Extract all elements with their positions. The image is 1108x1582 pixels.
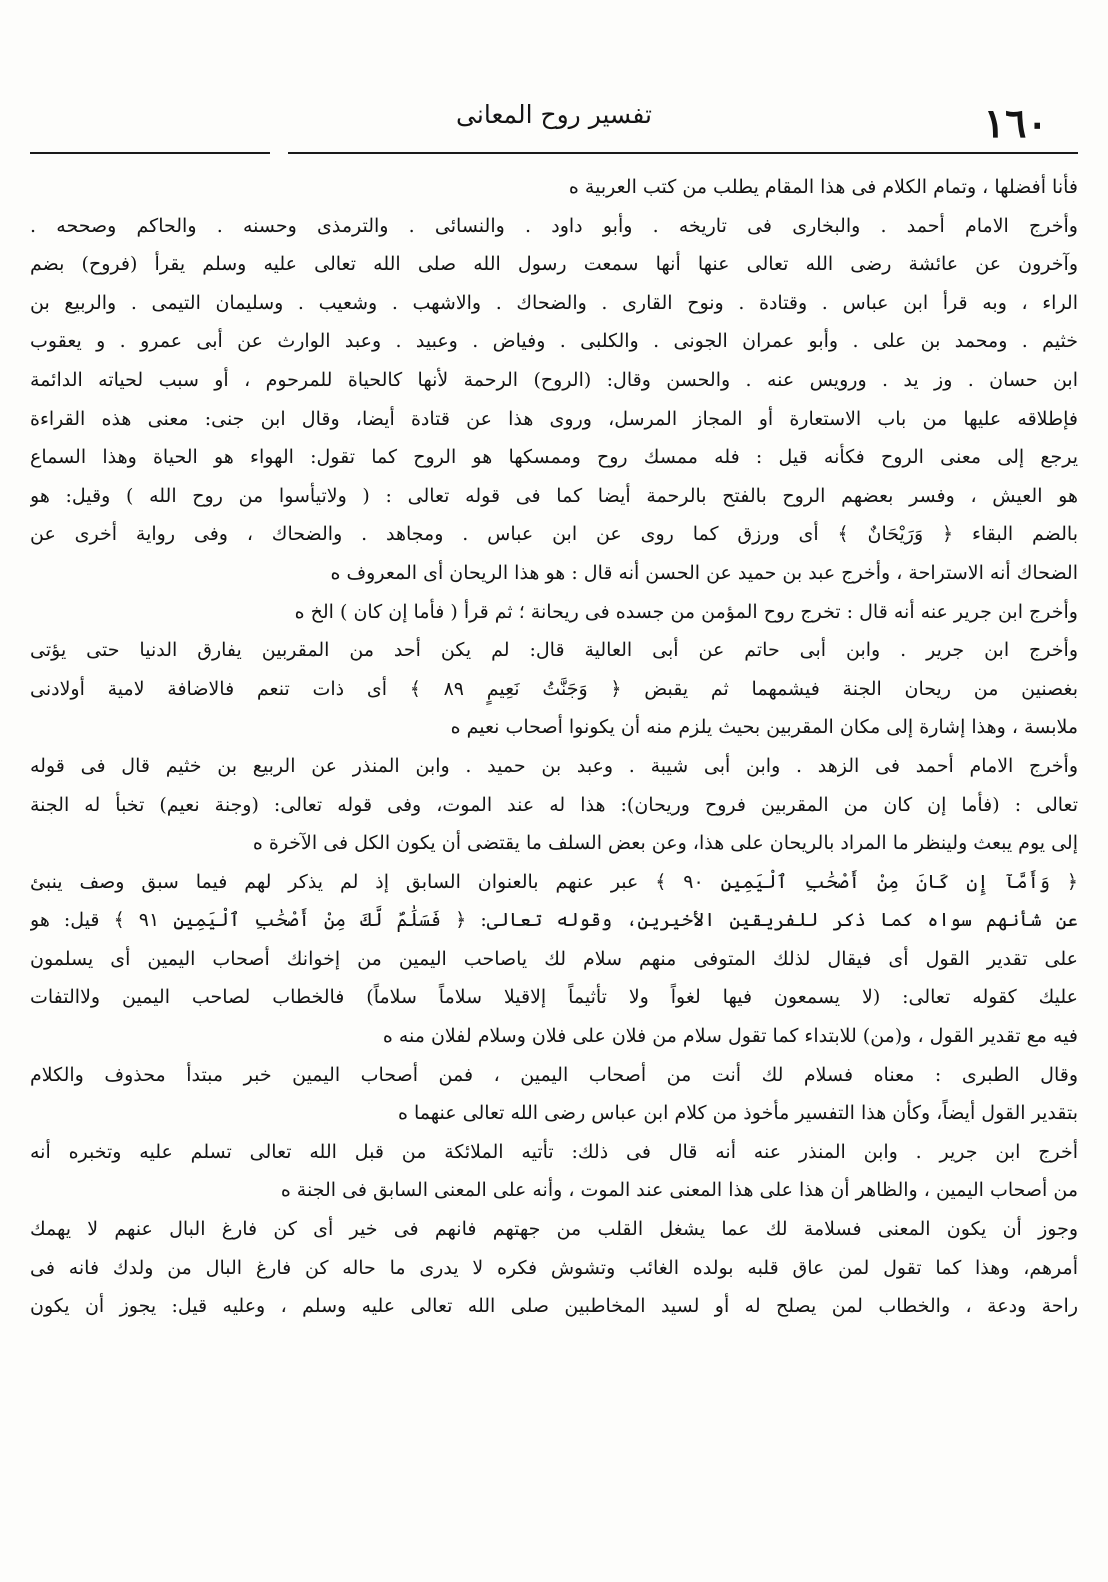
text-line: الراء ، وبه قرأ ابن عباس . وقتادة . ونوح القارى . والضحاك . والاشهب . وشعيب . وسليمان التيمى . والربيع بن	[30, 291, 1078, 314]
text-line: عليك كقوله تعالى: (لا يسمعون فيها لغواً ولا تأثيماً إلاقيلا سلاماً سلاماً) فالخطاب لصاحب اليمين ولاالتفات	[30, 986, 1078, 1009]
text-line: ملابسة ، وهذا إشارة إلى مكان المقربين بحيث يلزم منه أن يكونوا أصحاب نعيم ه	[450, 716, 1078, 739]
text-line: هو العيش ، وفسر بعضهم الروح بالفتح بالرحمة أيضا كما فى قوله تعالى : ( ولاتيأسوا من روح الله ) وقيل: هو	[30, 484, 1078, 507]
text-line: خثيم . ومحمد بن على . وأبو عمران الجونى . والكلبى . وفياض . وعبيد . وعبد الوارث عن أبى عمرو . و يعقوب	[30, 330, 1078, 353]
text-line: أخرج ابن جرير . وابن المنذر عنه أنه قال فى ذلك: تأتيه الملائكة من قبل الله تعالى تسلم عليه وتخبره أنه	[30, 1140, 1078, 1163]
text-line: عن شأنهم سواه كما ذكر للفريقين الأخيرين، وقوله تعالى: ﴿ فَسَلَٰمٌ لَّكَ مِنْ أَصْحَٰبِ ٱلْيَمِينِ ٩١ ﴾ قيل: هو	[30, 909, 1078, 932]
text-line: وجوز أن يكون المعنى فسلامة لك عما يشغل القلب من جهتهم فانهم فى خير أى كن فارغ البال عنهم لا يهمك	[30, 1218, 1078, 1241]
text-line: وأخرج الامام أحمد فى الزهد . وابن أبى شيبة . وعبد بن حميد . وابن المنذر عن الربيع بن خثيم قال فى قوله	[30, 754, 1078, 777]
running-title: تفسير روح المعانى	[456, 100, 652, 129]
text-line: ابن حسان . وز يد . ورويس عنه . والحسن وقال: (الروح) الرحمة لأنها كالحياة للمرحوم ، أو سبب لحياته الدائمة	[30, 368, 1078, 391]
text-line: وأخرج الامام أحمد . والبخارى فى تاريخه . وأبو داود . والنسائى . والترمذى وحسنه . والحاكم وصححه .	[30, 214, 1078, 237]
text-line: بالضم البقاء ﴿ وَرَيْحَانٌ ﴾ أى ورزق كما روى عن ابن عباس . ومجاهد . والضحاك ، وفى رواية أخرى عن	[30, 523, 1078, 546]
text-line: فيه مع تقدير القول ، و(من) للابتداء كما تقول سلام من فلان على فلان وسلام لفلان منه ه	[382, 1025, 1078, 1048]
text-line: من أصحاب اليمين ، والظاهر أن هذا على هذا المعنى عند الموت ، وأنه على المعنى السابق فى الجنة ه	[280, 1179, 1078, 1202]
text-line: وأخرج ابن جرير . وابن أبى حاتم عن أبى العالية قال: لم يكن أحد من المقربين يفارق الدنيا حتى يؤتى	[30, 639, 1078, 662]
text-line: أمرهم، وهذا كما تقول لمن عاق قلبه بولده الغائب وتشوش فكره لا يدرى ما حاله كن فارغ البال من ولدك فانه فى	[30, 1256, 1078, 1279]
text-line: وأخرج ابن جرير عنه أنه قال : تخرج روح المؤمن من جسده فى ريحانة ؛ ثم قرأ ( فأما إن كان ) الخ ه	[294, 600, 1078, 623]
text-line: إلى يوم يبعث ولينظر ما المراد بالريحان على هذا، وعن بعض السلف ما يقتضى أن يكون الكل فى الآخرة ه	[252, 832, 1078, 855]
text-line: راحة ودعة ، والخطاب لمن يصلح له أو لسيد المخاطبين صلى الله تعالى عليه وسلم ، وعليه قيل: يجوز أن يكون	[30, 1295, 1078, 1318]
text-line: ﴿ وَأَمَّآ إِن كَانَ مِنْ أَصْحَٰبِ ٱلْيَمِينِ ٩٠ ﴾ عبر عنهم بالعنوان السابق إذ لم يذكر لهم فيما سبق وصف ينبئ	[30, 870, 1078, 893]
text-line: وآخرون عن عائشة رضى الله تعالى عنها أنها سمعت رسول الله صلى الله تعالى عليه وسلم يقرأ (فروح) بضم	[30, 253, 1078, 276]
text-line: يرجع إلى معنى الروح فكأنه قيل : فله ممسك روح وممسكها هو الروح كما تقول: الهواء هو الحياة وهذا السماع	[30, 446, 1078, 469]
text-line: فأنا أفضلها ، وتمام الكلام فى هذا المقام يطلب من كتب العربية ه	[568, 176, 1078, 198]
page-header	[30, 92, 1078, 156]
text-line: وقال الطبرى : معناه فسلام لك أنت من أصحاب اليمين ، فمن أصحاب اليمين خبر مبتدأ محذوف والكلام	[30, 1063, 1078, 1086]
header-rule-left	[30, 152, 270, 154]
page-number: ١٦٠	[983, 100, 1048, 147]
header-rule-right	[288, 152, 1078, 154]
text-line: فإطلاقه عليها من باب الاستعارة أو المجاز المرسل، وروى هذا عن قتادة أيضا، وقال ابن جنى: معنى هذه القراءة	[30, 407, 1078, 430]
text-line: الضحاك أنه الاستراحة ، وأخرج عبد بن حميد عن الحسن أنه قال : هو هذا الريحان أى المعروف ه	[330, 561, 1078, 584]
text-line: بتقدير القول أيضاً، وكأن هذا التفسير مأخوذ من كلام ابن عباس رضى الله تعالى عنهما ه	[397, 1102, 1078, 1125]
text-line: بغصنين من ريحان الجنة فيشمهما ثم يقبض ﴿ وَجَنَّتُ نَعِيمٍ ٨٩ ﴾ أى ذات تنعم فالاضافة لامية أولادنى	[30, 677, 1078, 700]
text-line: تعالى : (فأما إن كان من المقربين فروح وريحان): هذا له عند الموت، وفى قوله تعالى: (وجنة نعيم) تخبأ له الجنة	[30, 793, 1078, 816]
text-line: على تقدير القول أى فيقال لذلك المتوفى منهم سلام لك ياصاحب اليمين من إخوانك أصحاب اليمين أى يسلمون	[30, 947, 1078, 970]
body-text	[30, 168, 1078, 1326]
